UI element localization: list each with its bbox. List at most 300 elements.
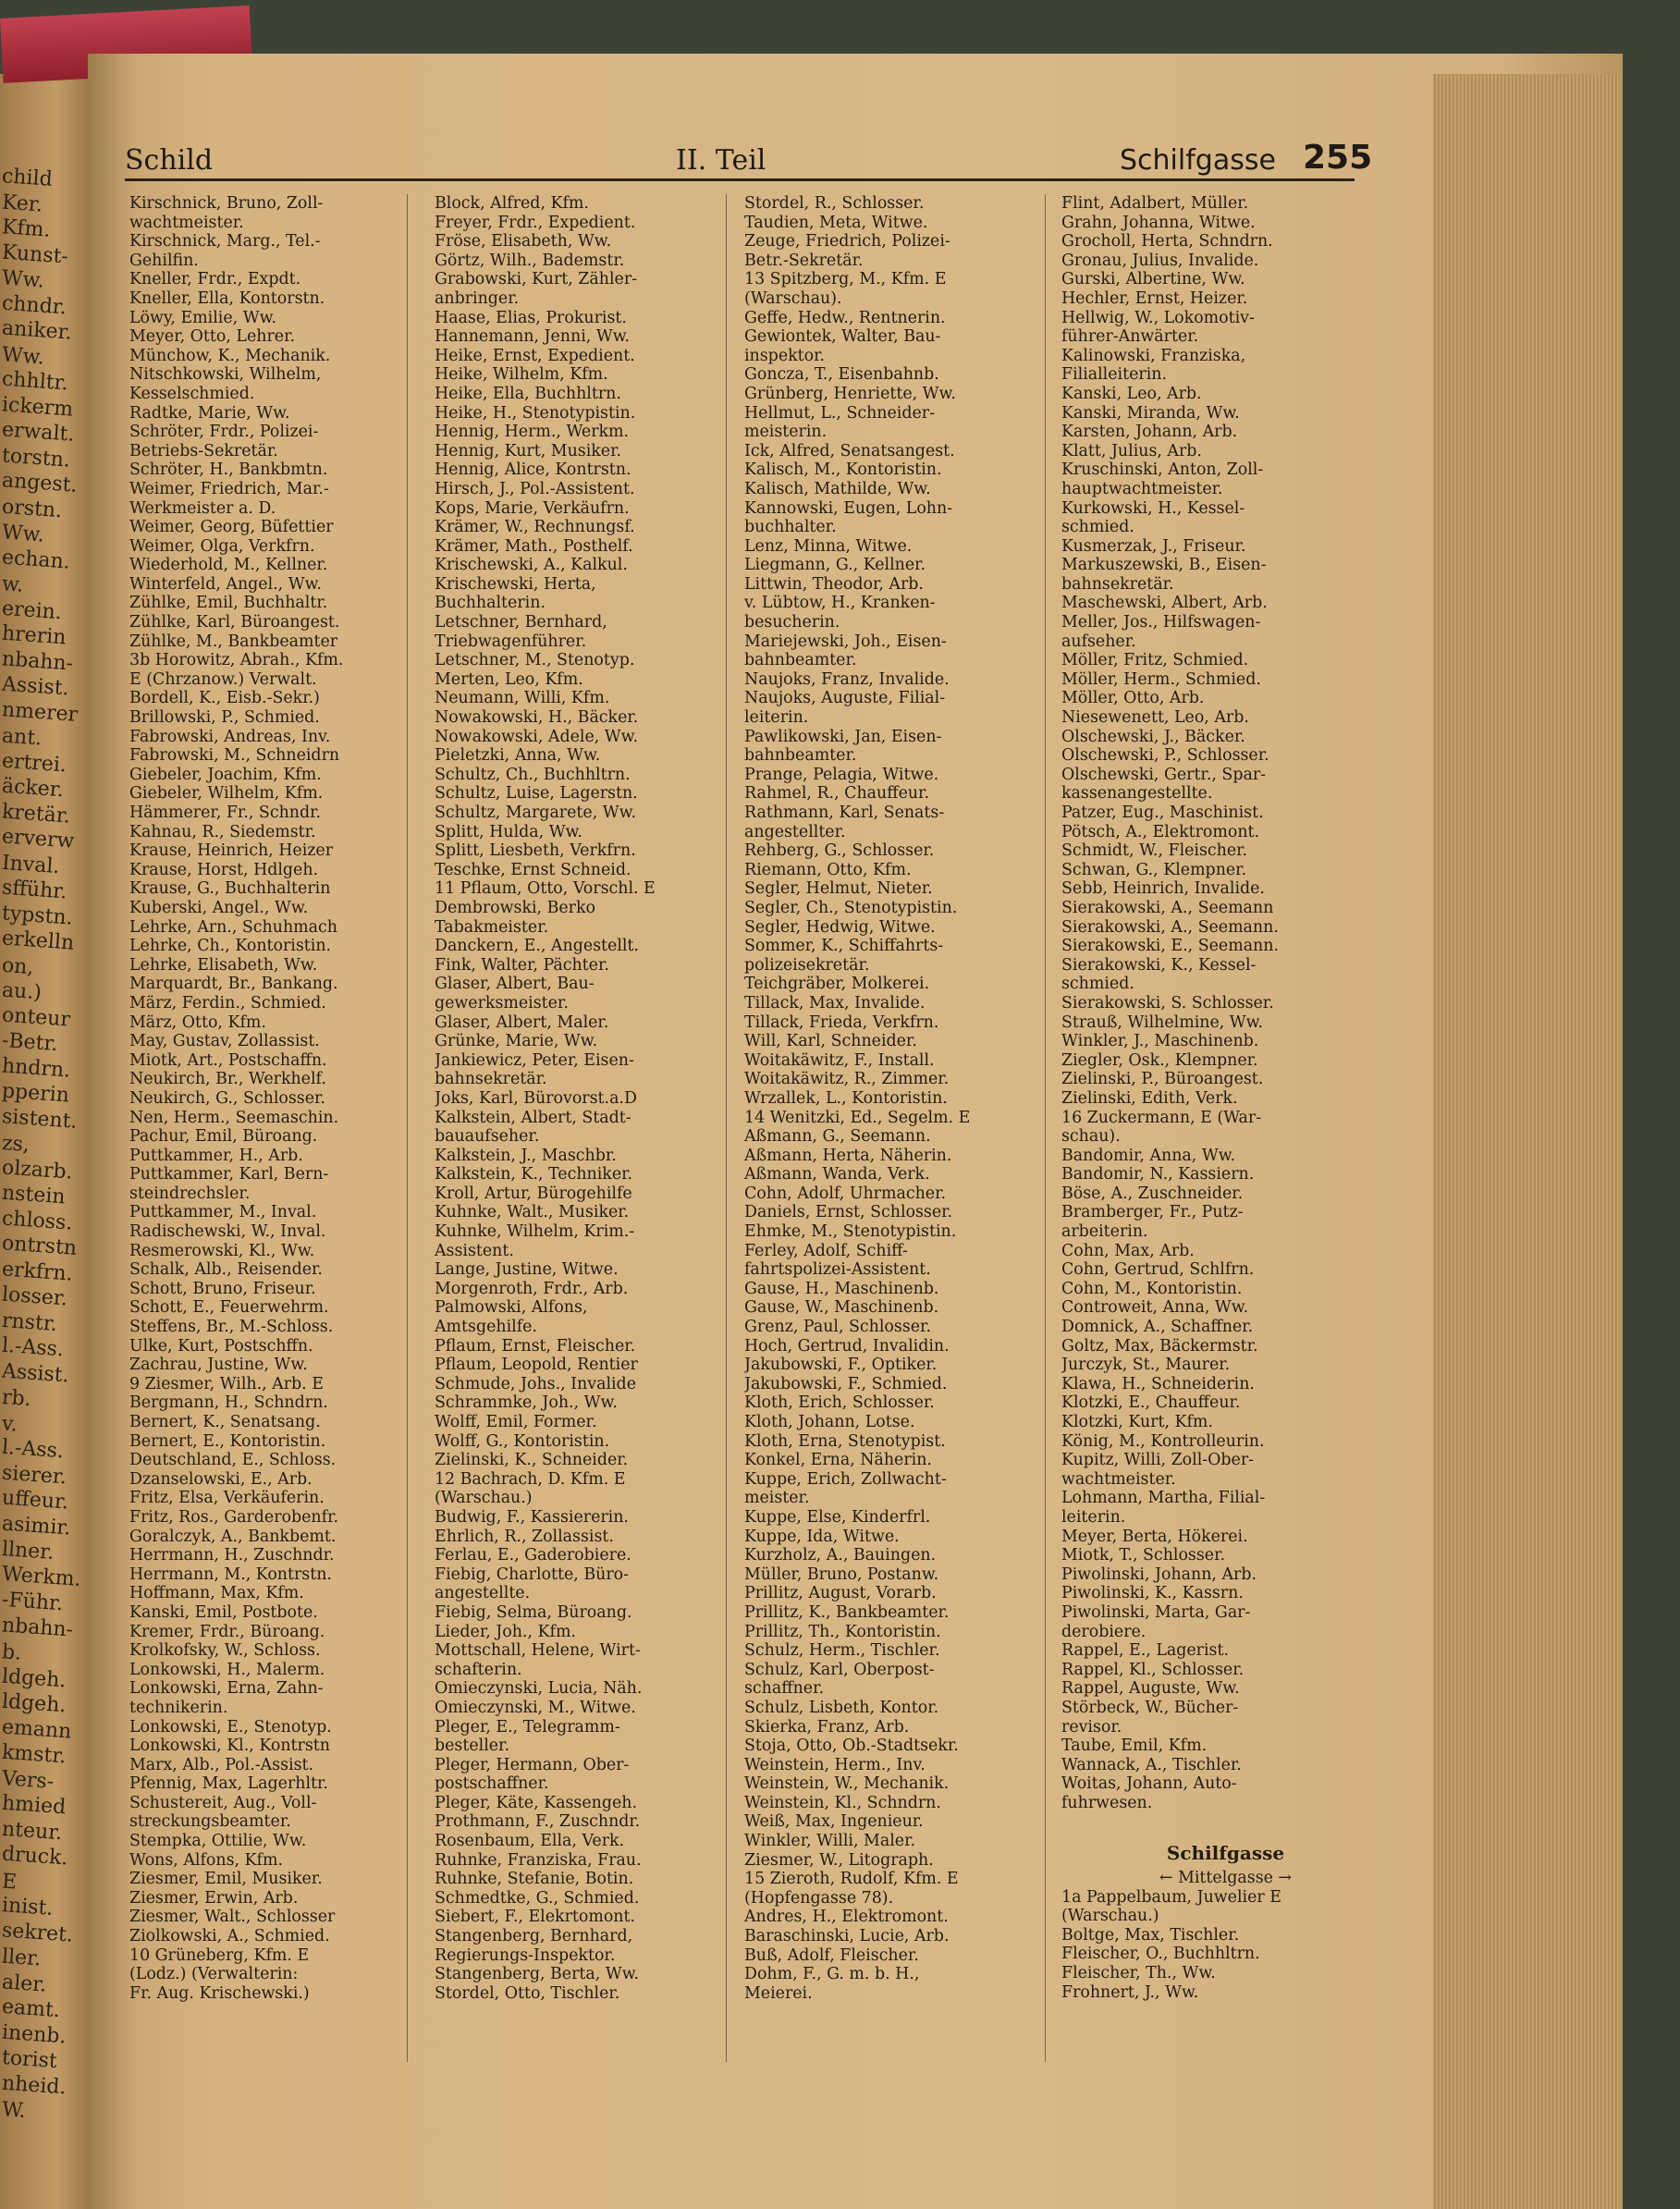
directory-entry-line: Kalinowski, Franziska, xyxy=(1061,346,1246,365)
directory-entry-line: Segler, Hedwig, Witwe. xyxy=(744,917,936,937)
directory-entry-line: Schrammke, Joh., Ww. xyxy=(435,1393,618,1413)
directory-entry-line: Wolff, G., Kontoristin. xyxy=(435,1431,610,1451)
directory-entry-line: Bordell, K., Eisb.-Sekr.) xyxy=(129,689,320,708)
directory-entry-line: Brillowski, P., Schmied. xyxy=(129,708,320,728)
street-heading: Schilfgasse xyxy=(1120,144,1276,177)
directory-entry-line: Ziesmer, Walt., Schlosser xyxy=(129,1908,336,1927)
directory-entry-line: Kalisch, M., Kontoristin. xyxy=(744,460,942,480)
directory-entry-line: Triebwagenführer. xyxy=(435,632,587,651)
directory-entry-line: Gause, H., Maschinenb. xyxy=(744,1279,939,1298)
left-page-fragment: ickerm xyxy=(1,392,74,422)
directory-entry-line: Puttkammer, H., Arb. xyxy=(129,1146,303,1165)
page-number: 255 xyxy=(1303,139,1373,177)
directory-entry-line: Kalkstein, K., Techniker. xyxy=(435,1165,633,1184)
directory-entry-line: Müller, Bruno, Postanw. xyxy=(744,1565,939,1584)
left-page-fragment: l.-Ass. xyxy=(1,1333,65,1362)
directory-entry-line: Segler, Helmut, Nieter. xyxy=(744,879,933,899)
left-page-fragment: ant. xyxy=(1,724,43,751)
directory-entry-line: Störbeck, W., Bücher- xyxy=(1061,1698,1239,1717)
directory-entry-line: Kirschnick, Bruno, Zoll- xyxy=(129,194,324,213)
left-page-fragment: nheid. xyxy=(1,2071,67,2099)
left-page-fragment: hndrn. xyxy=(1,1053,71,1083)
directory-entry-line: Olschewski, Gertr., Spar- xyxy=(1061,765,1267,784)
directory-entry-line: Schmude, Johs., Invalide xyxy=(435,1374,636,1393)
directory-entry-line: wachtmeister. xyxy=(1061,1469,1176,1489)
directory-entry-line: Stangenberg, Bernhard, xyxy=(435,1927,633,1946)
directory-entry-line: Geffe, Hedw., Rentnerin. xyxy=(744,308,946,327)
directory-entry-line: Kloth, Erich, Schlosser. xyxy=(744,1393,935,1413)
directory-entry-line: bahnsekretär. xyxy=(435,1070,547,1089)
directory-entry-line: technikerin. xyxy=(129,1698,228,1717)
left-page-fragment: torstn. xyxy=(1,443,71,472)
directory-entry-line: Buß, Adolf, Fleischer. xyxy=(744,1945,919,1965)
directory-entry-line: Kalkstein, J., Maschbr. xyxy=(435,1146,617,1165)
directory-entry-line: Wrzallek, L., Kontoristin. xyxy=(744,1088,948,1108)
directory-entry-line: Betr.-Sekretär. xyxy=(744,251,864,270)
directory-entry-line: Letschner, Bernhard, xyxy=(435,613,607,632)
directory-entry-line: Tillack, Frieda, Verkfrn. xyxy=(744,1012,939,1032)
directory-entry-line: Kuppe, Erich, Zollwacht- xyxy=(744,1469,947,1489)
directory-entry-line: Herrmann, H., Zuschndr. xyxy=(129,1546,335,1565)
left-page-fragment: onteur xyxy=(1,1002,71,1032)
directory-entry-line: Bramberger, Fr., Putz- xyxy=(1061,1203,1244,1222)
directory-entry-line: Möller, Otto, Arb. xyxy=(1061,689,1205,708)
directory-entry-line: Bernert, E., Kontoristin. xyxy=(129,1431,326,1451)
left-page-fragment: erkfrn. xyxy=(1,1257,74,1286)
directory-entry-line: 3b Horowitz, Abrah., Kfm. xyxy=(129,651,344,670)
directory-entry-line: 12 Bachrach, D. Kfm. E xyxy=(435,1469,626,1489)
directory-entry-line: Prillitz, Th., Kontoristin. xyxy=(744,1622,941,1641)
directory-entry-line: Radischewski, W., Inval. xyxy=(129,1222,326,1242)
directory-entry-line: 16 Zuckermann, E (War- xyxy=(1061,1108,1262,1127)
directory-entry-line: schau). xyxy=(1061,1127,1121,1147)
directory-entry-line: Hennig, Herm., Werkm. xyxy=(435,423,630,442)
directory-entry-line: Steffens, Br., M.-Schloss. xyxy=(129,1318,334,1337)
left-page-fragment: inist. xyxy=(1,1894,55,1921)
directory-entry-line: May, Gustav, Zollassist. xyxy=(129,1032,320,1051)
directory-entry-line: schmied. xyxy=(1061,518,1134,537)
directory-entry-line: Controweit, Anna, Ww. xyxy=(1061,1298,1249,1318)
directory-entry-line: Dembrowski, Berko xyxy=(435,898,595,917)
directory-entry-line: Rappel, Auguste, Ww. xyxy=(1061,1679,1240,1699)
directory-entry-line: Schultz, Luise, Lagerstn. xyxy=(435,784,638,804)
directory-entry-line: Stordel, R., Schlosser. xyxy=(744,194,925,213)
directory-entry-line: schafterin. xyxy=(435,1660,522,1679)
left-page-fragment: torist xyxy=(1,2045,58,2074)
directory-entry-line: (Hopfengasse 78). xyxy=(744,1888,894,1908)
directory-entry-line: März, Otto, Kfm. xyxy=(129,1012,266,1032)
directory-entry-line: Kahnau, R., Siedemstr. xyxy=(129,822,316,841)
directory-entry-line: Ruhnke, Franziska, Frau. xyxy=(435,1850,642,1870)
directory-entry-line: fuhrwesen. xyxy=(1061,1793,1153,1812)
left-page-fragment: nstein xyxy=(1,1181,67,1209)
directory-entry-line: ← Mittelgasse → xyxy=(1159,1869,1293,1888)
directory-entry-line: Winkler, J., Maschinenb. xyxy=(1061,1032,1259,1051)
directory-entry-line: Gewiontek, Walter, Bau- xyxy=(744,327,941,347)
directory-entry-line: Schulz, Karl, Oberpost- xyxy=(744,1660,935,1679)
directory-entry-line: Sierakowski, S. Schlosser. xyxy=(1061,993,1274,1012)
directory-entry-line: Görtz, Wilh., Bademstr. xyxy=(435,251,625,270)
directory-entry-line: Piwolinski, Marta, Gar- xyxy=(1061,1602,1251,1622)
directory-entry-line: Ulke, Kurt, Postschffn. xyxy=(129,1336,313,1356)
directory-entry-line: Zielinski, K., Schneider. xyxy=(435,1451,629,1470)
directory-entry-line: Heike, Wilhelm, Kfm. xyxy=(435,365,608,385)
directory-entry-line: Merten, Leo, Kfm. xyxy=(435,669,583,689)
directory-entry-line: Weinstein, Herm., Inv. xyxy=(744,1755,926,1774)
directory-entry-line: besucherin. xyxy=(744,613,840,632)
directory-entry-line: Woitas, Johann, Auto- xyxy=(1061,1774,1237,1794)
directory-entry-line: Zielinski, Edith, Verk. xyxy=(1061,1088,1238,1108)
directory-entry-line: Rosenbaum, Ella, Verk. xyxy=(435,1832,625,1851)
directory-entry-line: Wiederhold, M., Kellner. xyxy=(129,556,328,575)
directory-entry-line: Deutschland, E., Schloss. xyxy=(129,1451,337,1470)
left-page-fragment: uffeur. xyxy=(1,1486,69,1515)
directory-entry-line: Joks, Karl, Bürovorst.a.D xyxy=(435,1088,637,1108)
directory-entry-line: Heike, Ella, Buchhltrn. xyxy=(435,384,621,403)
directory-entry-line: Olschewski, P., Schlosser. xyxy=(1061,746,1269,766)
left-page-fragment: E xyxy=(1,1869,18,1895)
directory-entry-line: revisor. xyxy=(1061,1717,1122,1737)
directory-entry-line: Splitt, Hulda, Ww. xyxy=(435,822,582,841)
left-page-fragment: nbahn- xyxy=(1,646,74,676)
directory-entry-line: Frohnert, J., Ww. xyxy=(1061,1982,1199,2002)
directory-entry-line: Kops, Marie, Verkäufrn. xyxy=(435,498,630,518)
directory-entry-line: bahnbeamter. xyxy=(744,651,857,670)
directory-entry-line: Fink, Walter, Pächter. xyxy=(435,955,609,975)
directory-entry-line: Ehrlich, R., Zollassist. xyxy=(435,1527,614,1546)
directory-entry-line: 13 Spitzberg, M., Kfm. E xyxy=(744,270,947,289)
directory-entry-line: Hirsch, J., Pol.-Assistent. xyxy=(435,479,635,498)
directory-entry-line: Neukirch, G., Schlosser. xyxy=(129,1088,325,1108)
directory-entry-line: Miotk, Art., Postschaffn. xyxy=(129,1050,327,1070)
directory-entry-line: Zachrau, Justine, Ww. xyxy=(129,1356,308,1375)
directory-entry-line: gewerksmeister. xyxy=(435,993,569,1012)
directory-entry-line: (Warschau). xyxy=(744,288,842,308)
directory-entry-line: Grahn, Johanna, Witwe. xyxy=(1061,213,1256,232)
directory-entry-line: anbringer. xyxy=(435,288,520,308)
part-title: II. Teil xyxy=(676,144,766,177)
left-page-fragment: losser. xyxy=(1,1282,68,1311)
directory-entry-line: Piwolinski, K., Kassrn. xyxy=(1061,1584,1244,1603)
directory-entry-line: Möller, Fritz, Schmied. xyxy=(1061,651,1249,670)
left-page-fragment: sierer. xyxy=(1,1461,67,1489)
directory-entry-line: Zielinski, P., Büroangest. xyxy=(1061,1070,1264,1089)
left-page-fragment: Ww. xyxy=(1,521,45,547)
directory-entry-line: Bandomir, Anna, Ww. xyxy=(1061,1146,1236,1165)
directory-entry-line: Kurkowski, H., Kessel- xyxy=(1061,498,1245,518)
directory-entry-line: Nowakowski, H., Bäcker. xyxy=(435,708,639,728)
directory-entry-line: Kuberski, Angel., Ww. xyxy=(129,898,309,917)
directory-entry-line: Pleger, E., Telegramm- xyxy=(435,1717,620,1737)
directory-entry-line: besteller. xyxy=(435,1737,509,1756)
directory-entry-line: Gurski, Albertine, Ww. xyxy=(1061,270,1245,289)
directory-entry-line: (Warschau.) xyxy=(435,1489,533,1508)
directory-entry-line: Regierungs-Inspektor. xyxy=(435,1945,616,1965)
directory-entry-line: Meyer, Otto, Lehrer. xyxy=(129,327,296,347)
directory-entry-line: Prillitz, K., Bankbeamter. xyxy=(744,1602,950,1622)
left-page-fragment: -Betr. xyxy=(1,1028,59,1057)
directory-column-2 xyxy=(435,194,763,2003)
directory-entry-line: Schustereit, Aug., Voll- xyxy=(129,1793,317,1812)
directory-entry-line: Heike, Ernst, Expedient. xyxy=(435,346,635,365)
directory-entry-line: Kuppe, Else, Kinderfrl. xyxy=(744,1507,931,1527)
directory-entry-line: führer-Anwärter. xyxy=(1061,327,1199,347)
directory-entry-line: Rappel, E., Lagerist. xyxy=(1061,1641,1229,1661)
directory-entry-line: Puttkammer, Karl, Bern- xyxy=(129,1165,329,1184)
directory-entry-line: Gehilfin. xyxy=(129,251,199,270)
directory-entry-line: Böse, A., Zuschneider. xyxy=(1061,1184,1244,1203)
directory-entry-line: 10 Grüneberg, Kfm. E xyxy=(129,1945,310,1965)
left-page-fragment: äcker. xyxy=(1,774,65,803)
directory-entry-line: Marx, Alb., Pol.-Assist. xyxy=(129,1755,314,1774)
directory-entry-line: meisterin. xyxy=(744,423,828,442)
directory-entry-line: Schilfgasse xyxy=(1166,1842,1285,1865)
directory-entry-line: Grenz, Paul, Schlosser. xyxy=(744,1318,931,1337)
directory-entry-line: Schröter, H., Bankbmtn. xyxy=(129,460,328,480)
directory-entry-line: Schott, Bruno, Friseur. xyxy=(129,1279,316,1298)
directory-entry-line: Fiebig, Charlotte, Büro- xyxy=(435,1565,629,1584)
directory-entry-line: Tillack, Max, Invalide. xyxy=(744,993,926,1012)
directory-entry-line: meister. xyxy=(744,1489,810,1508)
directory-entry-line: Pfennig, Max, Lagerhltr. xyxy=(129,1774,328,1794)
directory-entry-line: Kremer, Frdr., Büroang. xyxy=(129,1622,325,1641)
directory-entry-line: Lonkowski, Kl., Kontrstn xyxy=(129,1737,330,1756)
left-page-fragment: Assist. xyxy=(1,1358,70,1388)
directory-entry-line: wachtmeister. xyxy=(129,213,244,232)
directory-entry-line xyxy=(1061,1812,1390,1832)
left-page-fragment: ldgeh. xyxy=(1,1664,67,1692)
directory-entry-line: leiterin. xyxy=(1061,1507,1126,1527)
directory-entry-line: Stangenberg, Berta, Ww. xyxy=(435,1965,640,1984)
directory-entry-line: Krolkofsky, W., Schloss. xyxy=(129,1641,321,1661)
directory-entry-line: Kuhnke, Wilhelm, Krim.- xyxy=(435,1222,635,1242)
directory-entry-line: Lieder, Joh., Kfm. xyxy=(435,1622,576,1641)
directory-entry-line: bahnsekretär. xyxy=(1061,574,1174,594)
directory-entry-line: arbeiterin. xyxy=(1061,1222,1148,1242)
directory-entry-line: Assistent. xyxy=(435,1241,514,1260)
left-page-fragment: Assist. xyxy=(1,672,70,701)
directory-entry-line: Kanski, Miranda, Ww. xyxy=(1061,403,1240,423)
directory-entry-line: streckungsbeamter. xyxy=(129,1812,291,1832)
left-page-fragment: sekret. xyxy=(1,1918,74,1947)
left-page-fragment: chloss. xyxy=(1,1206,74,1235)
directory-entry-line: Rehberg, G., Schlosser. xyxy=(744,841,935,861)
directory-entry-line: kassenangestellte. xyxy=(1061,784,1213,804)
directory-entry-line: Taudien, Meta, Witwe. xyxy=(744,213,928,232)
directory-entry-line: Pawlikowski, Jan, Eisen- xyxy=(744,727,942,746)
directory-entry-line: Rahmel, R., Chauffeur. xyxy=(744,784,929,804)
directory-entry-line: Kesselschmied. xyxy=(129,384,255,403)
directory-entry-line: Neumann, Willi, Kfm. xyxy=(435,689,610,708)
left-page-fragment: sfführ. xyxy=(1,876,68,904)
left-page-fragment: Kunst- xyxy=(1,240,69,268)
directory-entry-line: Hennig, Kurt, Musiker. xyxy=(435,441,622,460)
directory-entry-line: Ziesmer, Emil, Musiker. xyxy=(129,1870,323,1889)
directory-entry-line: Radtke, Marie, Ww. xyxy=(129,403,290,423)
directory-entry-line: Hoch, Gertrud, Invalidin. xyxy=(744,1336,950,1356)
directory-entry-line: Pachur, Emil, Büroang. xyxy=(129,1127,318,1147)
directory-entry-line: Jakubowski, F., Optiker. xyxy=(744,1356,938,1375)
directory-entry-line: Ziegler, Osk., Klempner. xyxy=(1061,1050,1258,1070)
directory-entry-line: Gause, W., Maschinenb. xyxy=(744,1298,939,1318)
left-page-fragment: W. xyxy=(1,2098,27,2123)
directory-entry-line: Prillitz, August, Vorarb. xyxy=(744,1584,937,1603)
directory-entry-line: Fritz, Elsa, Verkäuferin. xyxy=(129,1489,325,1508)
left-page-fragment: hmied xyxy=(1,1791,67,1820)
left-page-fragment: au.) xyxy=(1,978,43,1005)
directory-entry-line: Nitschkowski, Wilhelm, xyxy=(129,365,322,385)
directory-entry-line: Lenz, Minna, Witwe. xyxy=(744,536,913,556)
directory-entry-line: Schulz, Herm., Tischler. xyxy=(744,1641,940,1661)
directory-entry-line: Giebeler, Wilhelm, Kfm. xyxy=(129,784,324,804)
directory-entry-line: Maschewski, Albert, Arb. xyxy=(1061,594,1268,613)
directory-entry-line: Löwy, Emilie, Ww. xyxy=(129,308,276,327)
left-page-fragment: erein. xyxy=(1,596,63,624)
left-page-fragment: aniker. xyxy=(1,316,73,345)
directory-entry-line: Bandomir, N., Kassiern. xyxy=(1061,1165,1255,1184)
directory-entry-line: Fröse, Elisabeth, Ww. xyxy=(435,232,612,252)
directory-entry-line: Kneller, Frdr., Expdt. xyxy=(129,270,301,289)
directory-entry-line: Aßmann, Herta, Näherin. xyxy=(744,1146,952,1165)
directory-entry-line: Teschke, Ernst Schneid. xyxy=(435,860,632,879)
left-page-fragment: llner. xyxy=(1,1538,55,1565)
directory-entry-line: Hennig, Alice, Kontrstn. xyxy=(435,460,632,480)
directory-entry-line: Hellwig, W., Lokomotiv- xyxy=(1061,308,1255,327)
directory-entry-line: Miotk, T., Schlosser. xyxy=(1061,1546,1226,1565)
directory-entry-line: Fleischer, Th., Ww. xyxy=(1061,1964,1216,1983)
directory-entry-line: Krischewski, Herta, xyxy=(435,574,596,594)
directory-entry-line: Cohn, Max, Arb. xyxy=(1061,1241,1195,1260)
directory-entry-line: Bernert, K., Senatsang. xyxy=(129,1413,321,1431)
left-page-fragment: l.-Ass. xyxy=(1,1435,65,1464)
directory-entry-line: Cohn, Gertrud, Schlfrn. xyxy=(1061,1260,1255,1280)
directory-entry-line: buchhalter. xyxy=(744,518,837,537)
directory-entry-line: Grocholl, Herta, Schndrn. xyxy=(1061,232,1273,252)
left-page-fragment: asimir. xyxy=(1,1511,72,1540)
directory-entry-line: Freyer, Frdr., Expedient. xyxy=(435,213,636,232)
directory-entry-line: Winkler, Willi, Maler. xyxy=(744,1832,916,1851)
directory-entry-line: Flint, Adalbert, Müller. xyxy=(1061,194,1249,213)
directory-entry-line: Strauß, Wilhelmine, Ww. xyxy=(1061,1012,1264,1032)
directory-entry-line: Sierakowski, E., Seemann. xyxy=(1061,937,1279,956)
directory-entry-line: Ehmke, M., Stenotypistin. xyxy=(744,1222,957,1242)
directory-entry-line: Betriebs-Sekretär. xyxy=(129,441,278,460)
directory-entry-line: Kanski, Emil, Postbote. xyxy=(129,1602,318,1622)
directory-entry-line: Fleischer, O., Buchhltrn. xyxy=(1061,1945,1260,1964)
directory-entry-line: Prothmann, F., Zuschndr. xyxy=(435,1812,641,1832)
directory-entry-line: Weimer, Olga, Verkfrn. xyxy=(129,536,315,556)
directory-entry-line: Kroll, Artur, Bürogehilfe xyxy=(435,1184,632,1203)
directory-entry-line: Sommer, K., Schiffahrts- xyxy=(744,937,944,956)
directory-entry-line: Bergmann, H., Schndrn. xyxy=(129,1393,328,1413)
directory-entry-line: Marquardt, Br., Bankang. xyxy=(129,975,338,994)
directory-entry-line: Klawa, H., Schneiderin. xyxy=(1061,1374,1255,1393)
directory-entry-line: Schott, E., Feuerwehrm. xyxy=(129,1298,329,1318)
directory-entry-line: Nowakowski, Adele, Ww. xyxy=(435,727,639,746)
directory-entry-line: Glaser, Albert, Bau- xyxy=(435,975,595,994)
directory-entry-line: Wannack, A., Tischler. xyxy=(1061,1755,1242,1774)
directory-entry-line: Olschewski, J., Bäcker. xyxy=(1061,727,1245,746)
directory-entry-line: Goncza, T., Eisenbahnb. xyxy=(744,365,939,385)
directory-entry-line: Baraschinski, Lucie, Arb. xyxy=(744,1927,950,1946)
directory-entry-line: Zühlke, Emil, Buchhaltr. xyxy=(129,594,328,613)
directory-entry-line: Kalkstein, Albert, Stadt- xyxy=(435,1108,632,1127)
running-head: Schild xyxy=(125,144,214,177)
directory-entry-line: Domnick, A., Schaffner. xyxy=(1061,1318,1254,1337)
directory-entry-line: Meierei. xyxy=(744,1983,813,2003)
directory-entry-line: derobiere. xyxy=(1061,1622,1147,1641)
directory-entry-line: Krause, Horst, Hdlgeh. xyxy=(129,860,319,879)
directory-entry-line: Lange, Justine, Witwe. xyxy=(435,1260,619,1280)
directory-entry-line: Kneller, Ella, Kontorstn. xyxy=(129,288,325,308)
directory-entry-line: Karsten, Johann, Arb. xyxy=(1061,423,1238,442)
directory-column-1 xyxy=(129,194,458,2003)
directory-entry-line: v. Lübtow, H., Kranken- xyxy=(744,594,936,613)
left-page-edge xyxy=(0,74,102,2209)
directory-entry-line: Teichgräber, Molkerei. xyxy=(744,975,930,994)
directory-entry-line: inspektor. xyxy=(744,346,826,365)
directory-entry-line: Naujoks, Franz, Invalide. xyxy=(744,669,950,689)
directory-entry-line: Sierakowski, K., Kessel- xyxy=(1061,955,1257,975)
directory-entry-line: Pflaum, Leopold, Rentier xyxy=(435,1356,638,1375)
left-page-fragment: druck. xyxy=(1,1842,69,1871)
directory-entry-line: Pleger, Hermann, Ober- xyxy=(435,1755,630,1774)
directory-entry-line: Zühlke, Karl, Büroangest. xyxy=(129,613,340,632)
directory-entry-line: Kusmerzak, J., Friseur. xyxy=(1061,536,1246,556)
directory-entry-line: Letschner, M., Stenotyp. xyxy=(435,651,635,670)
directory-entry-line: Meller, Jos., Hilfswagen- xyxy=(1061,613,1261,632)
left-page-fragment: ontrstn xyxy=(1,1232,78,1260)
directory-entry-line: steindrechsler. xyxy=(129,1184,251,1203)
directory-entry-line: Pötsch, A., Elektromont. xyxy=(1061,822,1260,841)
directory-entry-line: Krämer, Math., Posthelf. xyxy=(435,536,633,556)
directory-entry-line: Krause, G., Buchhalterin xyxy=(129,879,331,899)
directory-entry-line: Goralczyk, A., Bankbemt. xyxy=(129,1527,337,1546)
directory-entry-line: Ick, Alfred, Senatsangest. xyxy=(744,441,955,460)
directory-entry-line: Filialleiterin. xyxy=(1061,365,1167,385)
left-page-fragment: erverw xyxy=(1,825,76,853)
directory-entry-line: Dzanselowski, E., Arb. xyxy=(129,1469,313,1489)
directory-entry-line: Hechler, Ernst, Heizer. xyxy=(1061,288,1248,308)
left-page-fragment: Ww. xyxy=(1,342,45,370)
left-page-fragment: Vers- xyxy=(1,1766,55,1794)
directory-entry-line: Liegmann, G., Kellner. xyxy=(744,556,926,575)
directory-entry-line: Danckern, E., Angestellt. xyxy=(435,937,639,956)
directory-entry-line: Prange, Pelagia, Witwe. xyxy=(744,765,939,784)
directory-entry-line: Skierka, Franz, Arb. xyxy=(744,1717,910,1737)
directory-entry-line: bahnbeamter. xyxy=(744,746,857,766)
directory-entry-line: Buchhalterin. xyxy=(435,594,546,613)
directory-entry-line: Schalk, Alb., Reisender. xyxy=(129,1260,323,1280)
directory-entry-line: Kloth, Johann, Lotse. xyxy=(744,1413,915,1431)
left-page-fragment: typstn. xyxy=(1,901,74,930)
directory-entry-line: polizeisekretär. xyxy=(744,955,870,975)
directory-entry-line: Cohn, M., Kontoristin. xyxy=(1061,1279,1243,1298)
directory-entry-line: fahrtspolizei-Assistent. xyxy=(744,1260,931,1280)
directory-entry-line: Gronau, Julius, Invalide. xyxy=(1061,251,1259,270)
directory-entry-line: Zühlke, M., Bankbeamter xyxy=(129,632,338,651)
left-page-fragment: nmerer xyxy=(1,697,79,727)
directory-entry-line: Tabakmeister. xyxy=(435,917,549,937)
directory-entry-line: Wolff, Emil, Former. xyxy=(435,1413,597,1431)
left-page-fragment: olzarb. xyxy=(1,1155,74,1184)
directory-entry-line: hauptwachtmeister. xyxy=(1061,479,1223,498)
left-page-fragment: Werkm. xyxy=(1,1562,82,1591)
directory-entry-line: Winterfeld, Angel., Ww. xyxy=(129,574,322,594)
left-page-fragment: erwalt. xyxy=(1,418,76,447)
directory-entry-line: Pleger, Käte, Kassengeh. xyxy=(435,1793,637,1812)
left-page-fragment: aler. xyxy=(1,1970,48,1997)
